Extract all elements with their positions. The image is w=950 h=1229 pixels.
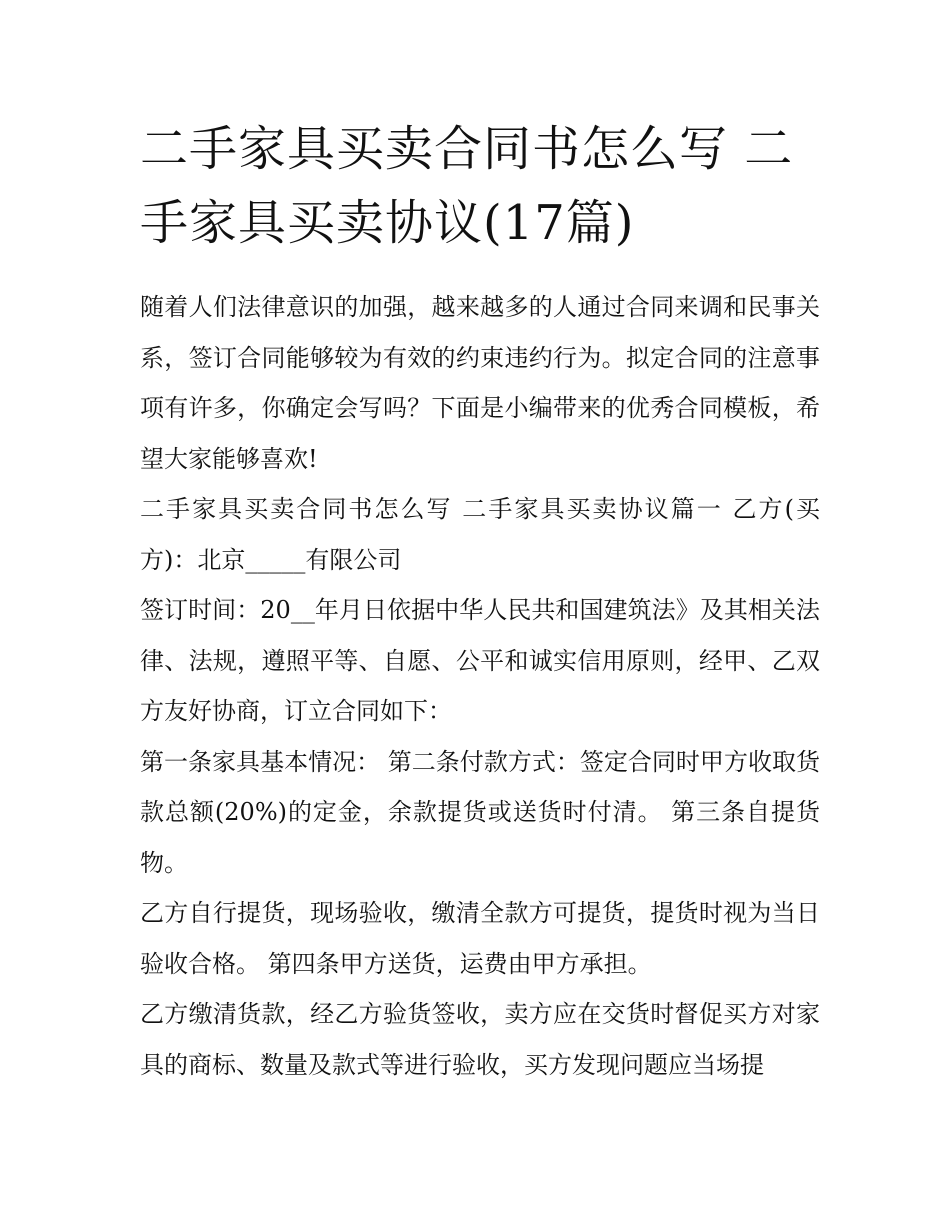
document-title: 二手家具买卖合同书怎么写 二手家具买卖协议(17篇): [140, 121, 794, 251]
paragraph-signing-time: 签订时间：20__年月日依据中华人民共和国建筑法》及其相关法律、法规，遵照平等、自愿、公平和诚实信用原则，经甲、乙双方友好协商，订立合同如下：: [140, 596, 820, 725]
paragraph-article-1-3: 第一条家具基本情况： 第二条付款方式：签定合同时甲方收取货款总额(20%)的定金，余款提货或送货时付清。 第三条自提货物。: [140, 747, 820, 877]
document-body: [140, 112, 820, 1090]
paragraph-self-pickup: 乙方自行提货，现场验收，缴清全款方可提货，提货时视为当日验收合格。 第四条甲方送货，运费由甲方承担。: [140, 899, 820, 978]
paragraph-inspection: 乙方缴清货款，经乙方验货签收，卖方应在交货时督促买方对家具的商标、数量及款式等进行验收，买方发现问题应当场提: [140, 1000, 820, 1079]
paragraph-contract-parties: 二手家具买卖合同书怎么写 二手家具买卖协议篇一 乙方(买方)：北京_____有限公司: [140, 495, 820, 574]
paragraph-intro: 随着人们法律意识的加强，越来越多的人通过合同来调和民事关系，签订合同能够较为有效的约束违约行为。拟定合同的注意事项有许多，你确定会写吗？下面是小编带来的优秀合同模板，希望大家能够喜欢!: [140, 293, 820, 473]
